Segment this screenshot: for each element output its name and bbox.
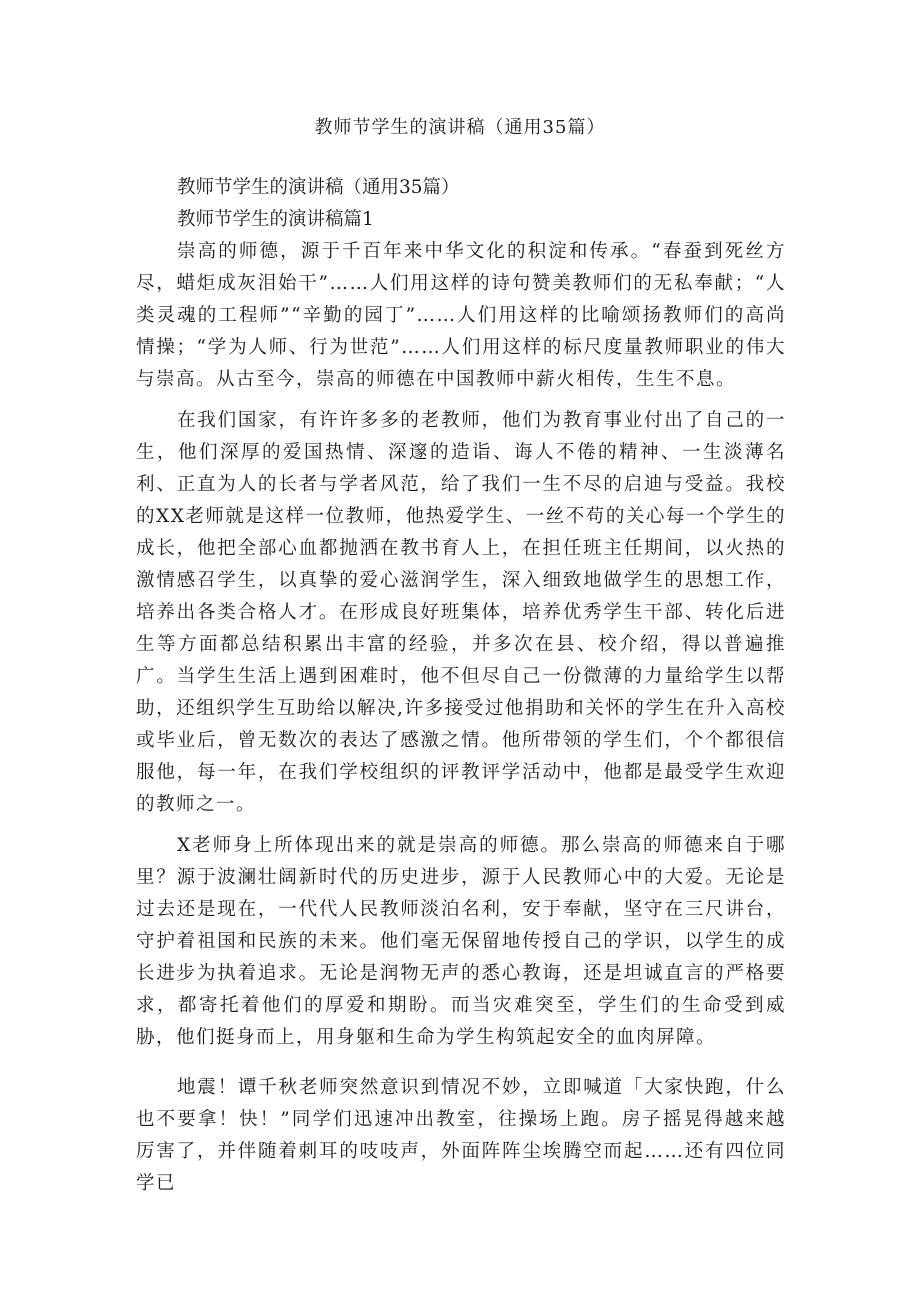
paragraph: 地震！谭千秋老师突然意识到情况不妙，立即喊道「大家快跑，什么也不要拿！快！”同学们迅速冲出教室，往操场上跑。房子摇晃得越来越厉害了，并伴随着刺耳的吱吱声，外面阵阵尘埃腾空而起……还有四位同学已 [136,1077,786,1194]
paragraph: 在我们国家，有许许多多的老教师，他们为教育事业付出了自己的一生，他们深厚的爱国热情、深邃的造诣、诲人不倦的精神、一生淡薄名利、正直为人的长者与学者风范，给了我们一生不尽的启迪与受益。我校的XX老师就是这样一位教师，他热爱学生、一丝不苟的关心每一个学生的成长，他把全部心血都抛洒在教书育人上，在担任班主任期间，以火热的激情感召学生，以真挚的爱心滋润学生，深入细致地做学生的思想工作，培养出各类合格人才。在形成良好班集体，培养优秀学生干部、转化后进生等方面都总结积累出丰富的经验，并多次在县、校介绍，得以普遍推广。当学生生活上遇到困难时，他不但尽自己一份微薄的力量给学生以帮助，还组织学生互助给以解决,许多接受过他捐助和关怀的学生在升入高校或毕业后，曾无数次的表达了感激之情。他所带领的学生们，个个都很信服他，每一年，在我们学校组织的评教评学活动中，他都是最受学生欢迎的教师之一。 [136,410,786,815]
paragraph: X老师身上所体现出来的就是崇高的师德。那么崇高的师德来自于哪里？源于波澜壮阔新时代的历史进步，源于人民教师心中的大爱。无论是过去还是现在，一代代人民教师淡泊名利，安于奉献，坚守在三尺讲台，守护着祖国和民族的未来。他们毫无保留地传授自己的学识，以学生的成长进步为执着追求。无论是润物无声的悉心教诲，还是坦诚直言的严格要求，都寄托着他们的厚爱和期盼。而当灾难突至，学生们的生命受到威胁，他们挺身而上，用身躯和生命为学生构筑起安全的血肉屏障。 [136,835,786,1048]
paragraph: 崇高的师德，源于千百年来中华文化的积淀和传承。“春蚕到死丝方尽，蜡炬成灰泪始干”……人们用这样的诗句赞美教师们的无私奉献；“人类灵魂的工程师”“辛勤的园丁”……人们用这样的比喻颂扬教师们的高尚情操；“学为人师、行为世范”……人们用这样的标尺度量教师职业的伟大与崇高。从古至今，崇高的师德在中国教师中薪火相传，生生不息。 [136,241,786,390]
document-body [136,172,786,1209]
section-heading: 教师节学生的演讲稿篇1 [177,209,374,230]
document-title: 教师节学生的演讲稿（通用35篇） [314,117,606,138]
document-subtitle: 教师节学生的演讲稿（通用35篇） [177,177,460,198]
